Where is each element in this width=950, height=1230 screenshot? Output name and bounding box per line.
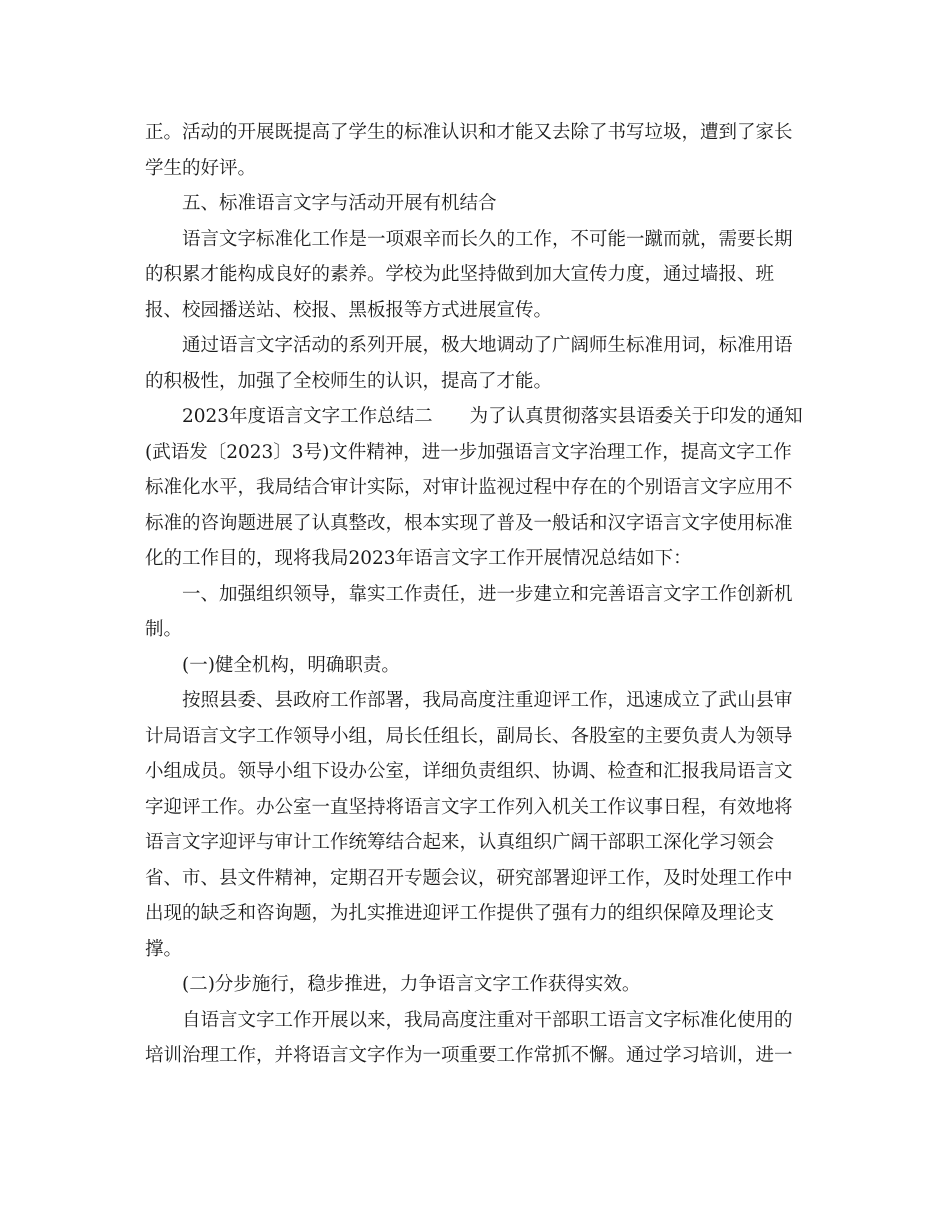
section-heading-five: 五、标准语言文字与活动开展有机结合 — [182, 193, 497, 214]
document-body — [145, 115, 805, 1074]
section-heading-one: 一、加强组织领导，靠实工作责任，进一步建立和完善语言文字工作创新机制。 — [145, 583, 793, 640]
paragraph-training: 自语言文字工作开展以来，我局高度注重对干部职工语言文字标准化使用的培训治理工作，并将语言文字作为一项重要工作常抓不懈。通过学习培训，进一 — [145, 1009, 793, 1066]
paragraph-standardization: 语言文字标准化工作是一项艰辛而长久的工作，不可能一蹴而就，需要长期的积累才能构成良好的素养。学校为此坚持做到加大宣传力度，通过墙报、班报、校园播送站、校报、黑板报等方式进展宣传。 — [145, 228, 793, 321]
paragraph-summary-two-intro: 2023年度语言文字工作总结二 为了认真贯彻落实县语委关于印发的通知(武语发〔2023〕3号)文件精神，进一步加强语言文字治理工作，提高文字工作标准化水平，我局结合审计实际，对审计监视过程中存在的个别语言文字应用不标准的咨询题进展了认真整改，根本实现了普及一般话和汉字语言文字使用标准化的工作目的，现将我局2023年语言文字工作开展情况总结如下： — [145, 406, 803, 569]
paragraph-continuation: 正。活动的开展既提高了学生的标准认识和才能又去除了书写垃圾，遭到了家长学生的好评。 — [145, 122, 793, 179]
paragraph-activities: 通过语言文字活动的系列开展，极大地调动了广阔师生标准用词，标准用语的积极性，加强了全校师生的认识，提高了才能。 — [145, 335, 793, 392]
subsection-heading-two: (二)分步施行，稳步推进，力争语言文字工作获得实效。 — [182, 974, 641, 995]
subsection-heading-one: (一)健全机构，明确职责。 — [182, 654, 400, 676]
paragraph-organization: 按照县委、县政府工作部署，我局高度注重迎评工作，迅速成立了武山县审计局语言文字工作领导小组，局长任组长，副局长、各股室的主要负责人为领导小组成员。领导小组下设办公室，详细负责组织、协调、检查和汇报我局语言文字迎评工作。办公室一直坚持将语言文字工作列入机关工作议事日程，有效地将语言文字迎评与审计工作统筹结合起来，认真组织广阔干部职工深化学习领会省、市、县文件精神，定期召开专题会议，研究部署迎评工作，及时处理工作中出现的缺乏和咨询题，为扎实推进迎评工作提供了强有力的组织保障及理论支撑。 — [145, 690, 793, 960]
